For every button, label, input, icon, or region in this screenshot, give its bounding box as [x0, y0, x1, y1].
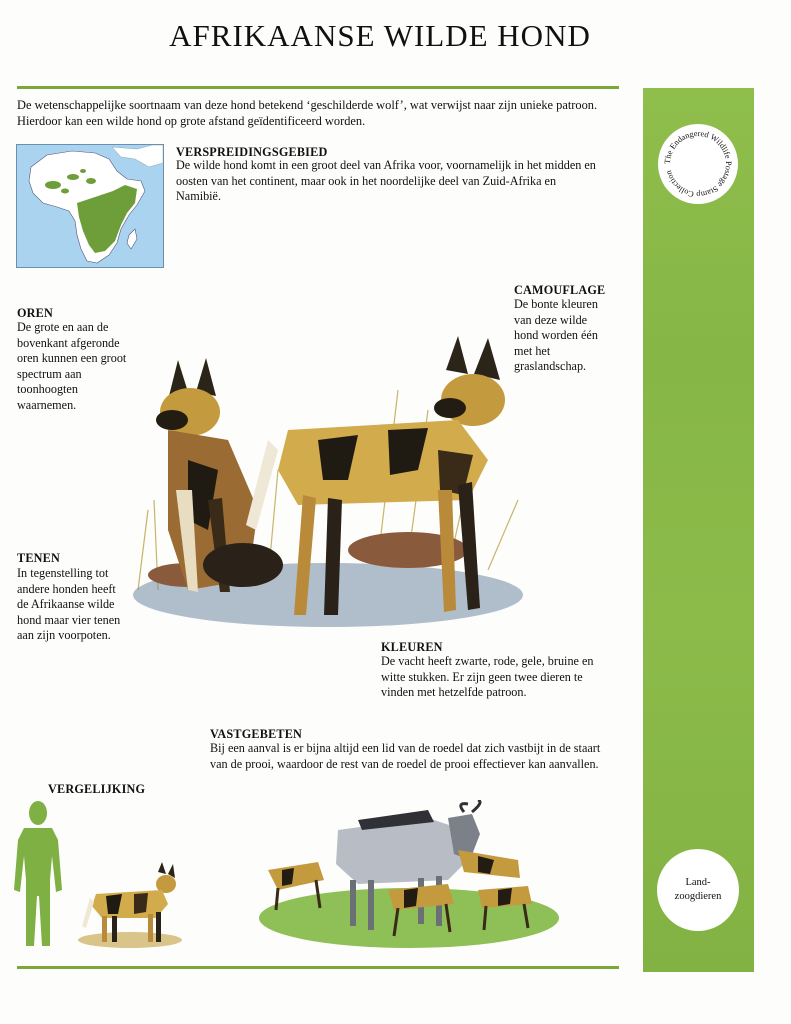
verspreiding-text: De wilde hond komt in een groot deel van Afrika voor, voornamelijk in het midden en oosten van het continent, maar ook in het noordelijke deel van Zuid-Afrika en Namibië. — [176, 158, 596, 204]
oren-heading: OREN — [17, 306, 54, 320]
vastgebeten-heading: VASTGEBETEN — [210, 727, 303, 741]
seal-text: The Endangered Wildlife Postage Stamp Collection — [662, 128, 734, 200]
category-badge — [657, 849, 739, 931]
wild-dogs-illustration — [128, 330, 528, 630]
intro-text: De wetenschappelijke soortnaam van deze hond betekend ‘geschilderde wolf’, wat verwijst naar zijn unieke patroon. Hierdoor kan een wilde hond op grote afstand geïdentificeerd worden. — [17, 98, 598, 128]
vergelijking-heading: VERGELIJKING — [48, 782, 146, 796]
camouflage-text: De bonte kleuren van deze wilde hond worden één met het graslandschap. — [514, 297, 598, 374]
distribution-map — [16, 144, 164, 268]
dog-comparison-illustration — [76, 858, 184, 950]
collection-seal — [658, 124, 738, 204]
top-divider — [17, 86, 619, 89]
human-silhouette-icon — [12, 800, 64, 948]
category-line1: Land- — [685, 877, 711, 888]
category-line2: zoogdieren — [674, 891, 722, 902]
hunt-illustration — [258, 800, 560, 950]
bottom-divider — [17, 966, 619, 969]
oren-text: De grote en aan de bovenkant afgeronde oren kunnen een groot spectrum aan toonhoogten waarnemen. — [17, 320, 127, 412]
page-title: AFRIKAANSE WILDE HOND — [169, 18, 591, 53]
camouflage-heading: CAMOUFLAGE — [514, 283, 606, 297]
kleuren-heading: KLEUREN — [381, 640, 443, 654]
vastgebeten-text: Bij een aanval is er bijna altijd een lid van de roedel dat zich vastbijt in de staart van de prooi, waardoor de rest van de roedel de prooi effectiever kan aanvallen. — [210, 741, 601, 771]
kleuren-text: De vacht heeft zwarte, rode, gele, bruine en witte stukken. Er zijn geen twee dieren te vinden met hetzelfde patroon. — [381, 654, 594, 700]
tenen-heading: TENEN — [17, 551, 60, 565]
green-sidebar — [643, 88, 754, 972]
svg-text:The Endangered Wildlife Postag — [663, 129, 733, 199]
tenen-text: In tegenstelling tot andere honden heeft de Afrikaanse wilde hond maar vier tenen aan zijn voorpoten. — [17, 566, 121, 643]
verspreiding-heading: VERSPREIDINGSGEBIED — [176, 145, 328, 159]
